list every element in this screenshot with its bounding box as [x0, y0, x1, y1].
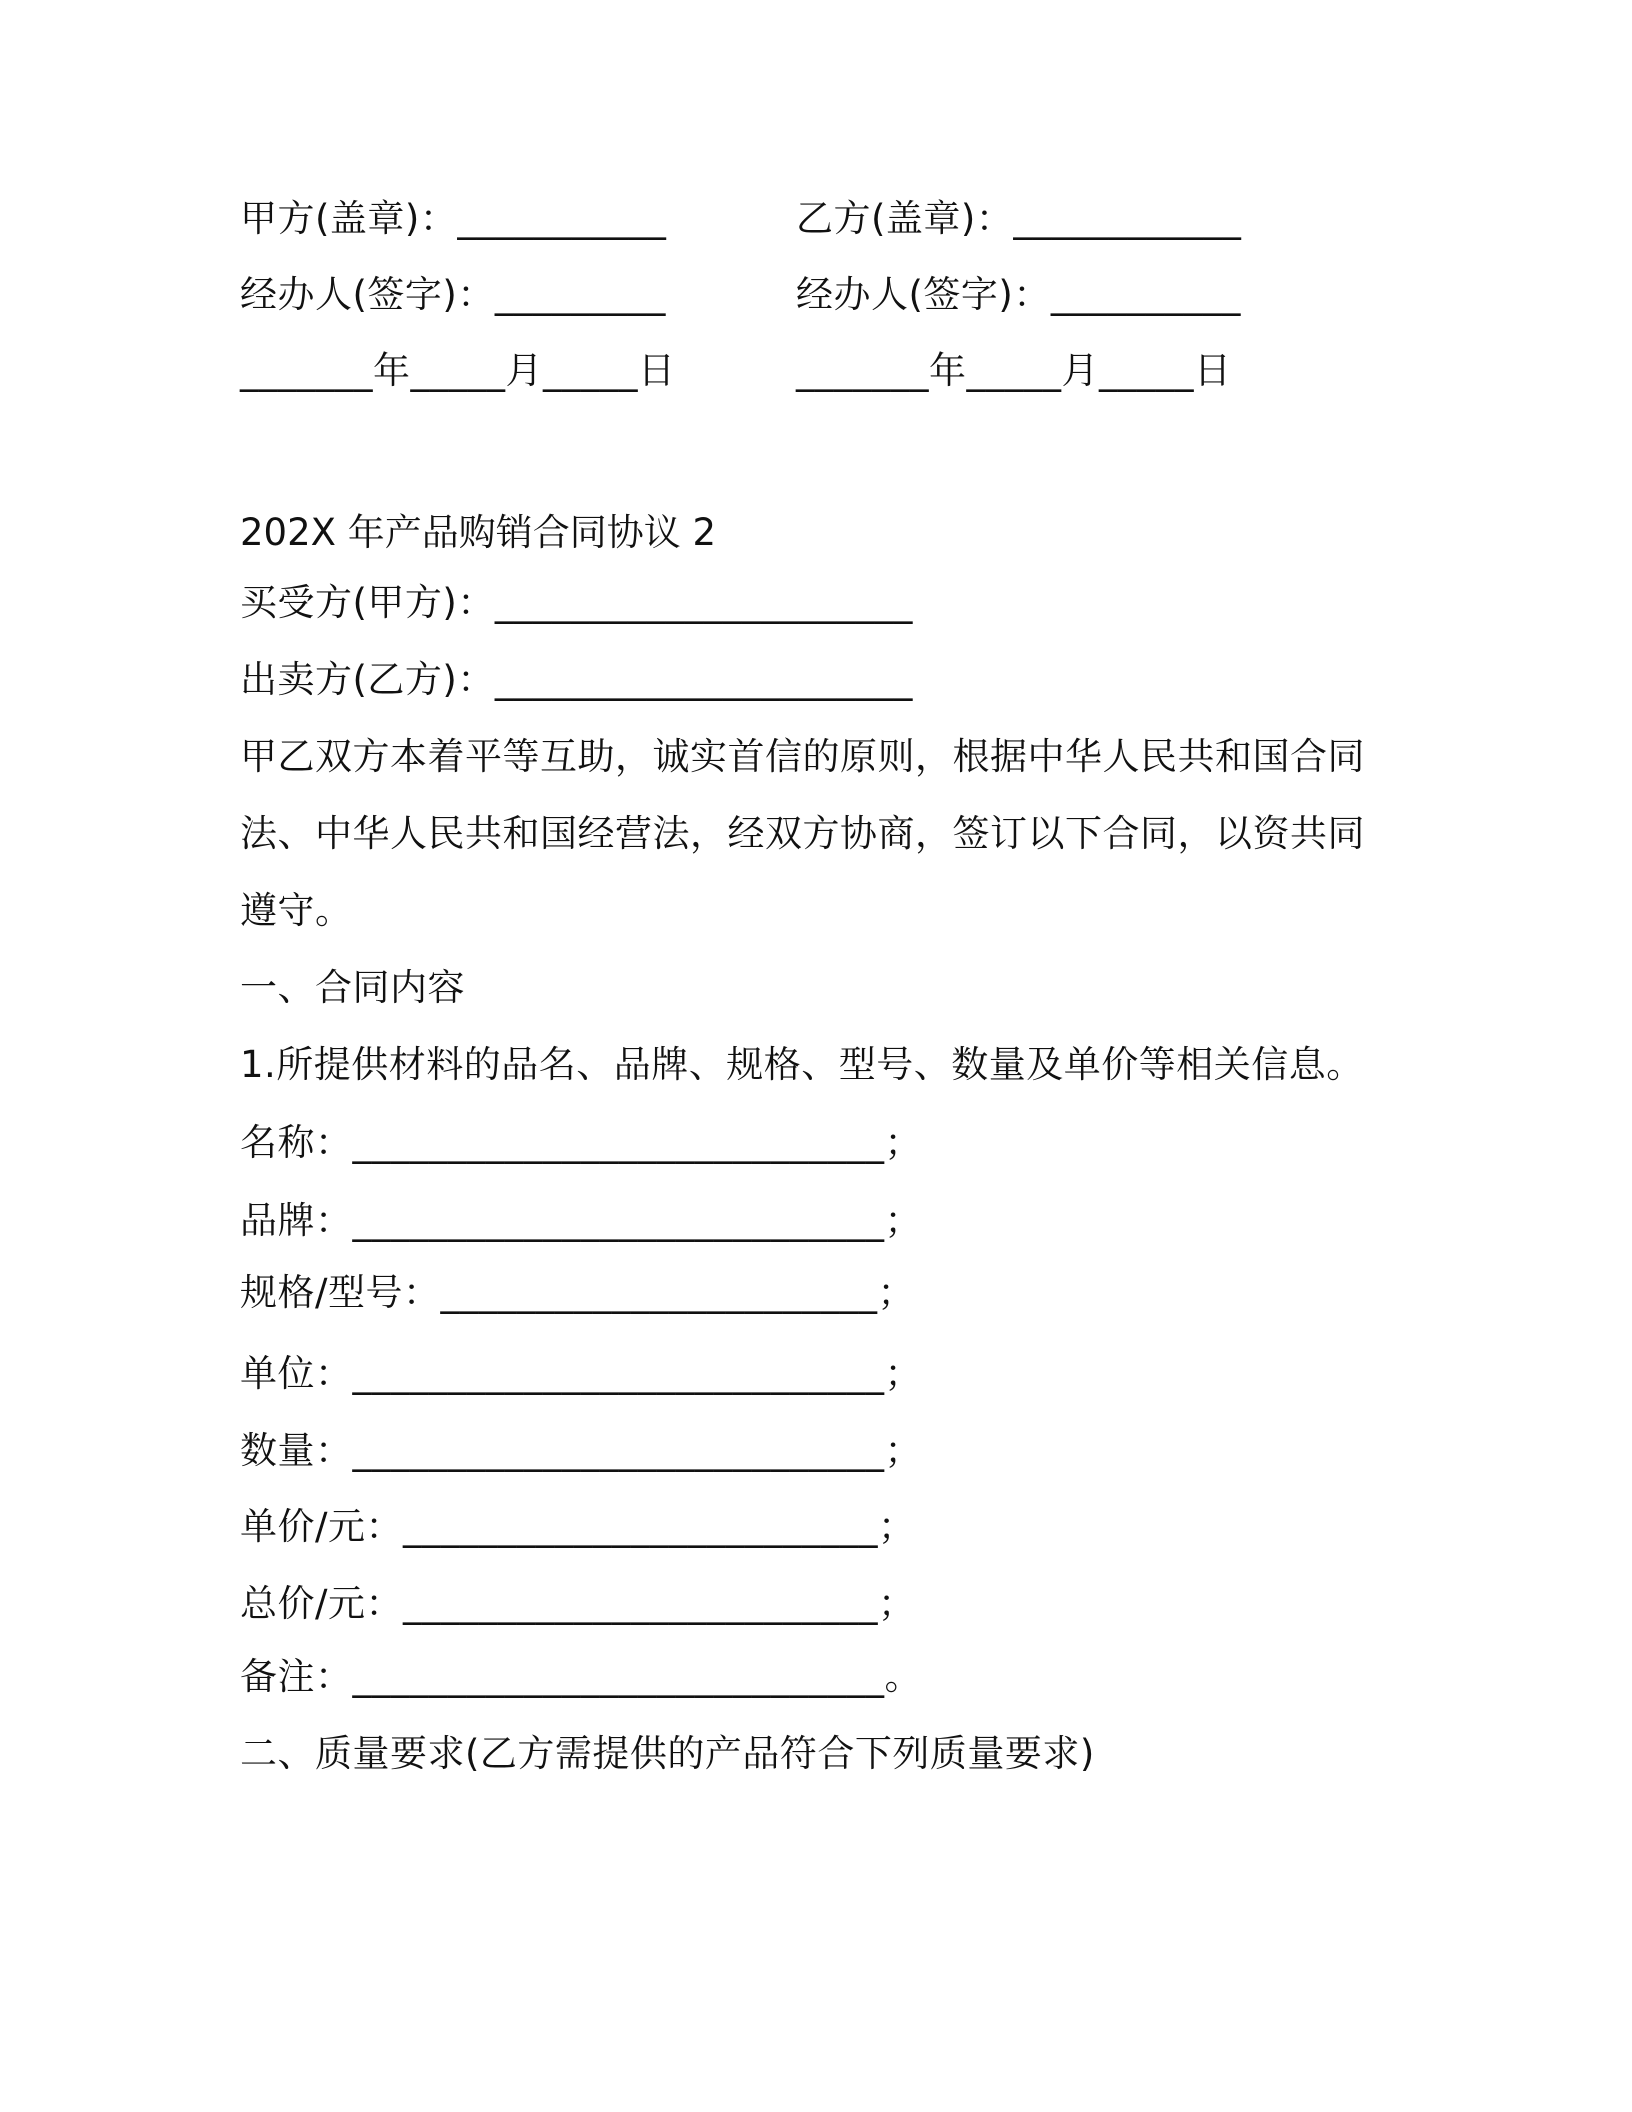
party-a-agent-field: 经办人(签字)：_________	[240, 273, 666, 316]
brand-field: 品牌：____________________________；	[240, 1199, 922, 1242]
buyer-field: 买受方(甲方)：______________________	[240, 581, 913, 624]
section1-item1: 1.所提供材料的品名、品牌、规格、型号、数量及单价等相关信息。	[240, 1043, 1364, 1086]
party-b-date-field: _______年_____月_____日	[796, 349, 1232, 392]
party-a-seal-field: 甲方(盖章)：___________	[240, 197, 667, 240]
total-price-field: 总价/元：_________________________；	[240, 1582, 916, 1625]
party-b-agent-field: 经办人(签字)：__________	[796, 273, 1241, 316]
spec-field: 规格/型号：_______________________；	[240, 1271, 915, 1314]
section2-heading: 二、质量要求(乙方需提供的产品符合下列质量要求)	[240, 1732, 1095, 1775]
intro-line-1: 甲乙双方本着平等互助，诚实首信的原则，根据中华人民共和国合同	[240, 735, 1365, 778]
party-a-date-field: _______年_____月_____日	[240, 349, 676, 392]
party-b-seal-field: 乙方(盖章)：____________	[796, 197, 1242, 240]
section1-heading: 一、合同内容	[240, 966, 465, 1009]
name-field: 名称：____________________________；	[240, 1121, 922, 1164]
seller-field: 出卖方(乙方)：______________________	[240, 658, 913, 701]
unit-field: 单位：____________________________；	[240, 1352, 922, 1395]
intro-line-3: 遵守。	[240, 889, 353, 932]
contract-title: 202X 年产品购销合同协议 2	[240, 511, 717, 554]
remarks-field: 备注：____________________________。	[240, 1655, 922, 1698]
intro-line-2: 法、中华人民共和国经营法，经双方协商，签订以下合同，以资共同	[240, 812, 1365, 855]
quantity-field: 数量：____________________________；	[240, 1429, 922, 1472]
unit-price-field: 单价/元：_________________________；	[240, 1505, 916, 1548]
